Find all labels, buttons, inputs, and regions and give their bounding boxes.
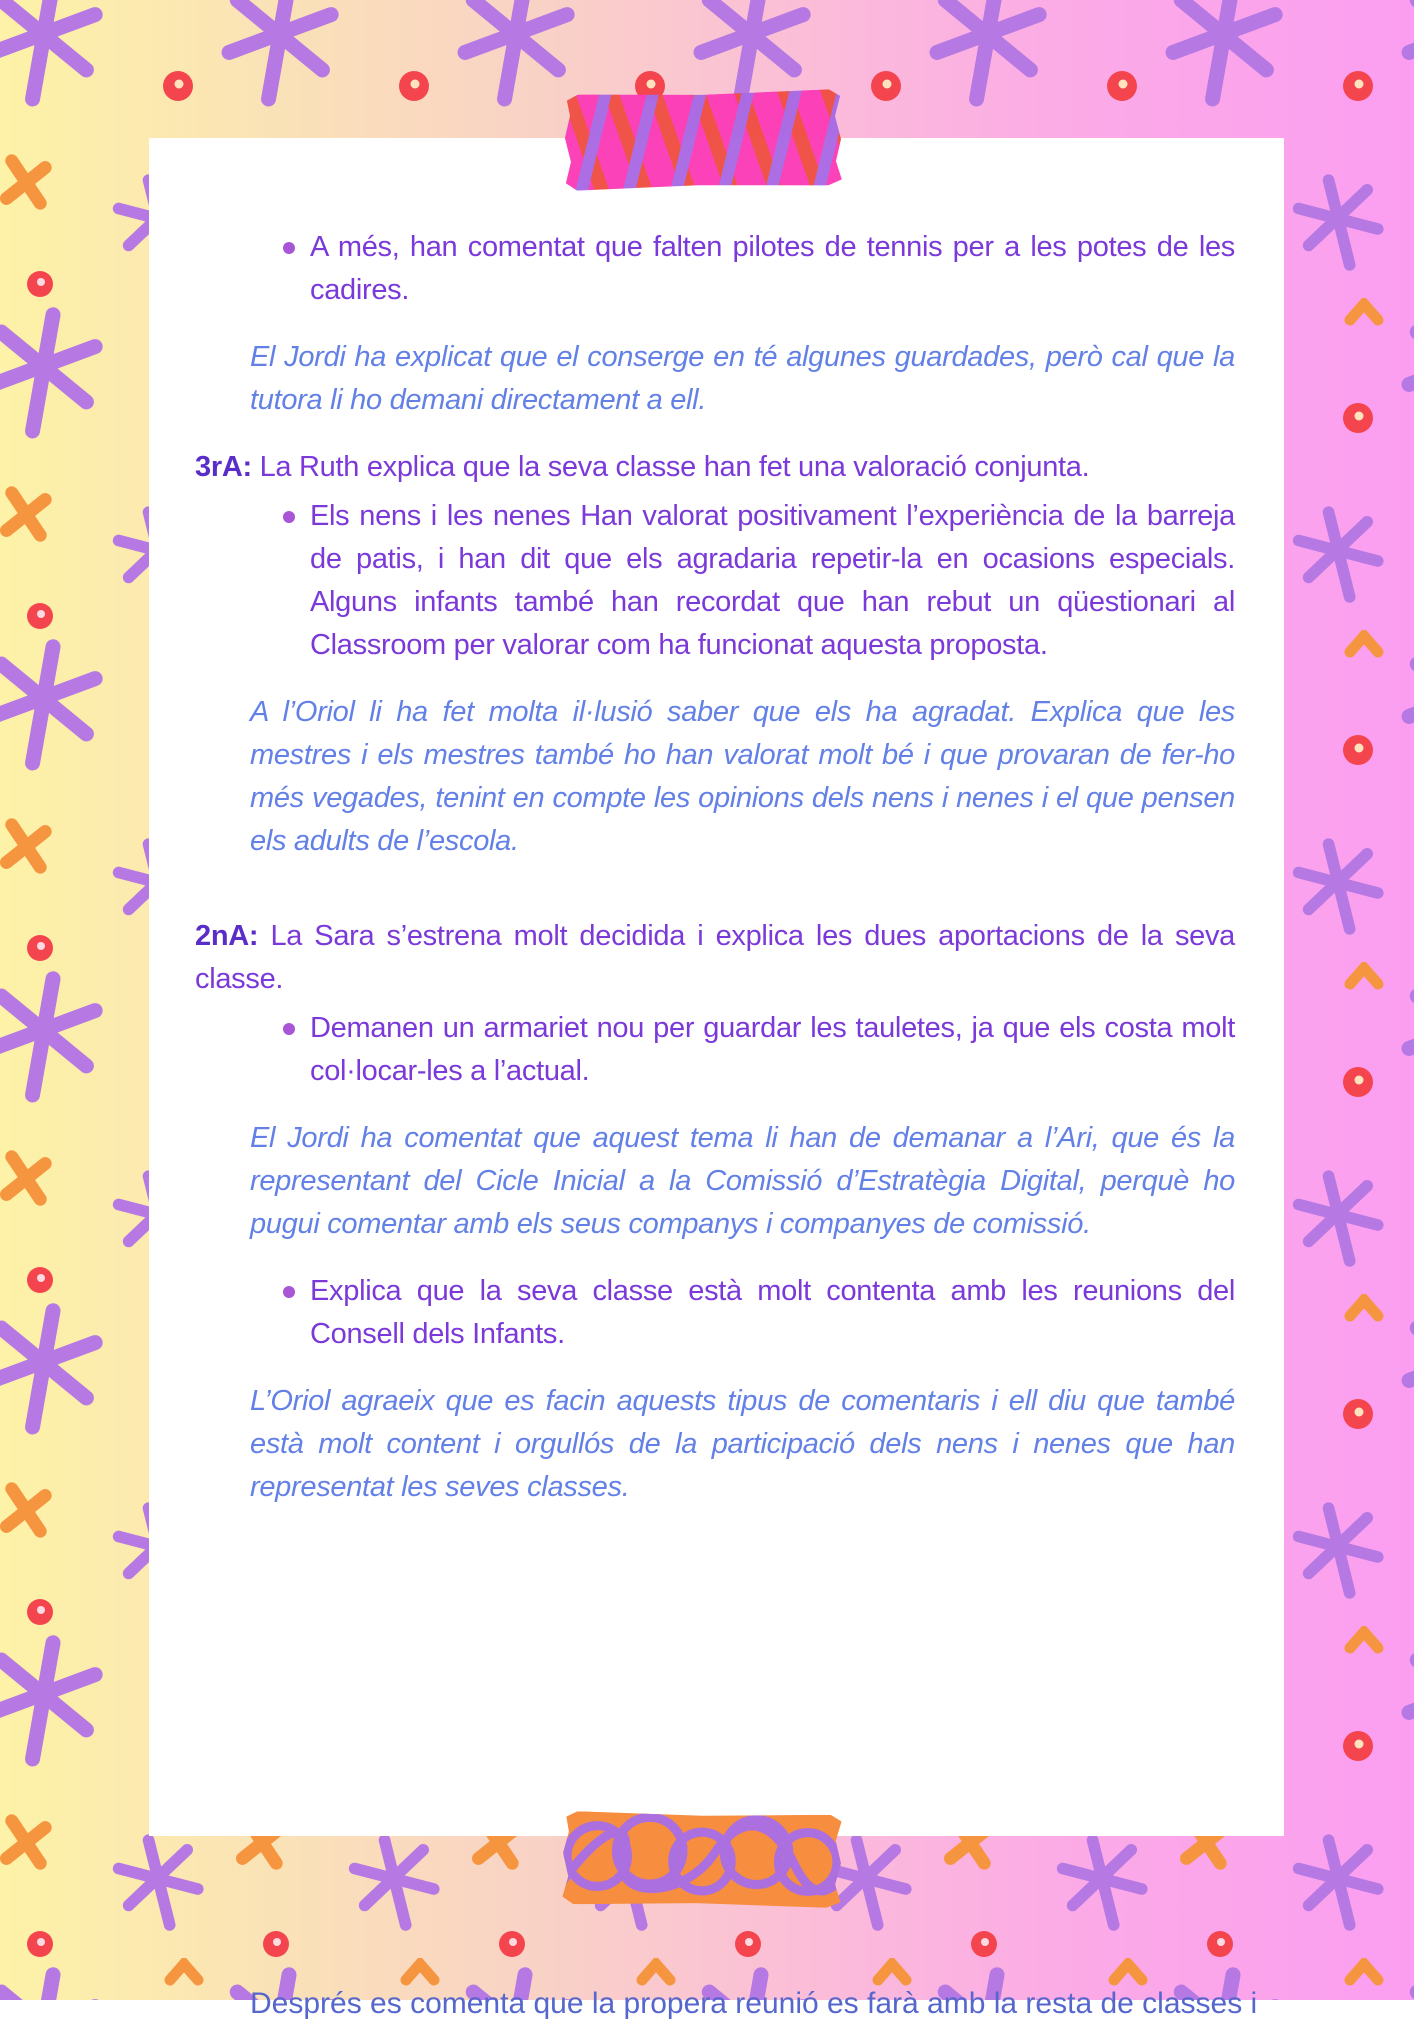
bullet-text: Demanen un armariet nou per guardar les tauletes, ja que els costa molt col·locar-les a l’actual. (310, 1012, 1235, 1087)
bullet-text: Els nens i les nenes Han valorat positivament l’experiència de la barreja de patis, i han dit que els agradaria repetir-la en ocasions especials. Alguns infants també han recordat que han rebut un qüestionari al Classroom per valorar com ha funcionat aquesta proposta. (310, 500, 1235, 661)
note-paragraph: El Jordi ha explicat que el conserge en té algunes guardades, però cal que la tutora li ho demani directament a ell. (250, 341, 1235, 416)
section-paragraph-3ra (195, 446, 1235, 489)
class-label-3ra: 3rA: (195, 451, 252, 483)
bullet-dot-icon (283, 1023, 295, 1035)
paper-sheet (149, 138, 1284, 1836)
bullet-dot-icon (283, 1286, 295, 1298)
bullet-text: Explica que la seva classe està molt contenta amb les reunions del Consell dels Infants. (310, 1275, 1235, 1350)
meeting-minutes-text (149, 138, 1284, 1509)
bullet-item (195, 226, 1235, 312)
tape-scribble-icon (562, 1811, 841, 1908)
bullet-dot-icon (283, 242, 295, 254)
note-paragraph: El Jordi ha comentat que aquest tema li han de demanar a l’Ari, que és la representant del Cicle Inicial a la Comissió d’Estratègia Digital, perquè ho pugui comentar amb els seus companys i companyes de comissió. (250, 1122, 1235, 1240)
bullet-text: A més, han comentat que falten pilotes de tennis per a les potes de les cadires. (310, 231, 1235, 306)
washi-tape-bottom (562, 1811, 841, 1908)
note-paragraph: L’Oriol agraeix que es facin aquests tipus de comentaris i ell diu que també està molt content i orgullós de la participació dels nens i nenes que han representat les seves classes. (250, 1385, 1235, 1503)
bullet-item (195, 495, 1235, 667)
bullet-item (195, 1270, 1235, 1356)
note-paragraph: A l’Oriol li ha fet molta il·lusió saber que els ha agradat. Explica que les mestres i els mestres també ho han valorat molt bé i que provaran de fer-ho més vegades, tenint en compte les opinions dels nens i nenes i el que pensen els adults de l’escola. (250, 696, 1235, 857)
class-label-2na: 2nA: (195, 920, 259, 952)
section-paragraph-2na (195, 915, 1235, 1001)
section-text: La Sara s’estrena molt decidida i explica les dues aportacions de la seva classe. (195, 920, 1235, 995)
bullet-item (195, 1007, 1235, 1093)
section-text: La Ruth explica que la seva classe han fet una valoració conjunta. (259, 451, 1090, 483)
bullet-dot-icon (283, 511, 295, 523)
washi-tape-top (564, 89, 842, 191)
clipped-bottom-text: Després es comenta que la propera reunió es farà amb la resta de classes i (250, 1987, 1258, 2020)
